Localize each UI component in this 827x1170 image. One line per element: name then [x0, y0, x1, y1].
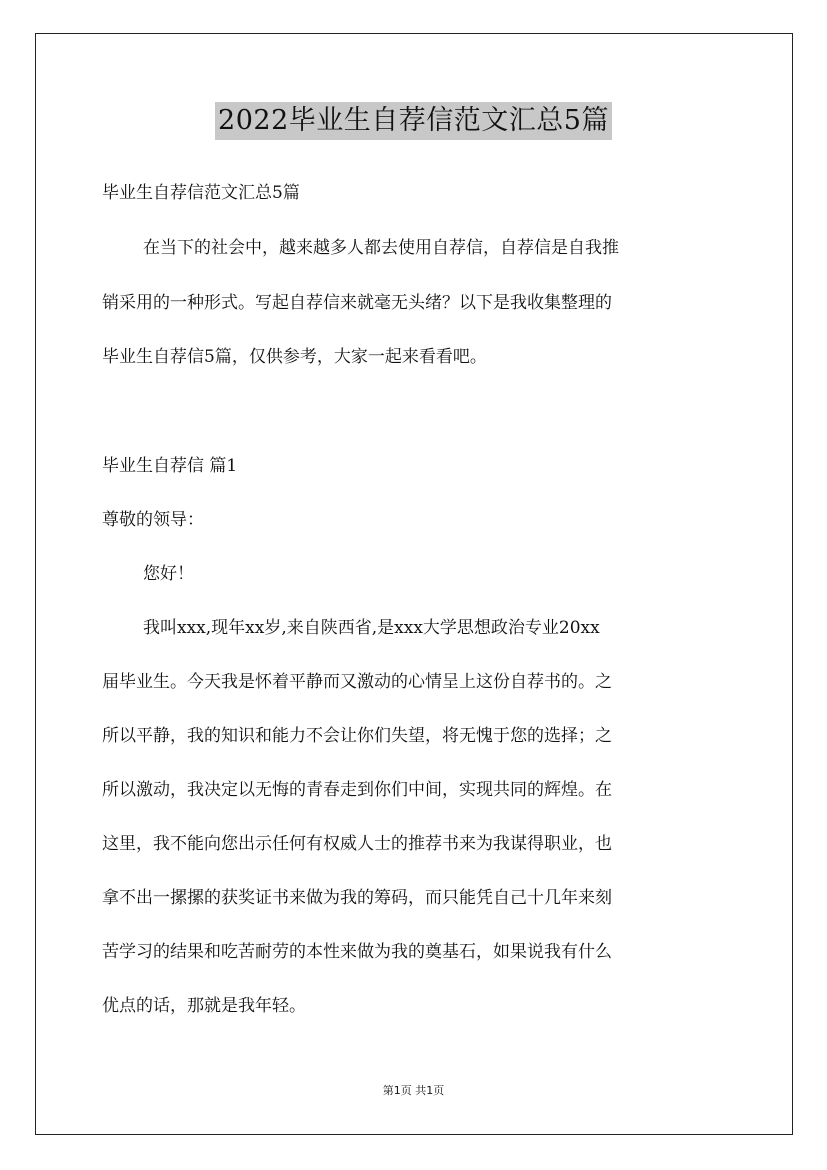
body-line-7: 苦学习的结果和吃苦耐劳的本性来做为我的奠基石，如果说我有什么 — [102, 942, 612, 962]
body-line-4: 所以激动，我决定以无悔的青春走到你们中间，实现共同的辉煌。在 — [102, 780, 612, 800]
body-line-6: 拿不出一摞摞的获奖证书来做为我的筹码，而只能凭自己十几年来刻 — [102, 888, 612, 908]
page-footer: 第1页 共1页 — [382, 1084, 445, 1097]
body-line-3: 所以平静，我的知识和能力不会让你们失望，将无愧于您的选择；之 — [102, 726, 612, 746]
body-line-8: 优点的话，那就是我年轻。 — [102, 996, 306, 1016]
document-title: 2022毕业生自荐信范文汇总5篇 — [215, 102, 612, 140]
document-subtitle: 毕业生自荐信范文汇总5篇 — [102, 183, 300, 203]
intro-line-3: 毕业生自荐信5篇，仅供参考，大家一起来看看吧。 — [102, 347, 487, 367]
body-line-2: 届毕业生。今天我是怀着平静而又激动的心情呈上这份自荐书的。之 — [102, 672, 612, 692]
intro-line-2: 销采用的一种形式。写起自荐信来就毫无头绪？以下是我收集整理的 — [102, 293, 612, 313]
greeting: 您好！ — [143, 564, 194, 584]
section-heading: 毕业生自荐信 篇1 — [102, 456, 238, 476]
salutation: 尊敬的领导： — [102, 510, 204, 530]
intro-line-1: 在当下的社会中，越来越多人都去使用自荐信，自荐信是自我推 — [143, 238, 619, 258]
body-line-5: 这里，我不能向您出示任何有权威人士的推荐书来为我谋得职业，也 — [102, 834, 612, 854]
body-line-1: 我叫xxx,现年xx岁,来自陕西省,是xxx大学思想政治专业20xx — [143, 618, 600, 638]
